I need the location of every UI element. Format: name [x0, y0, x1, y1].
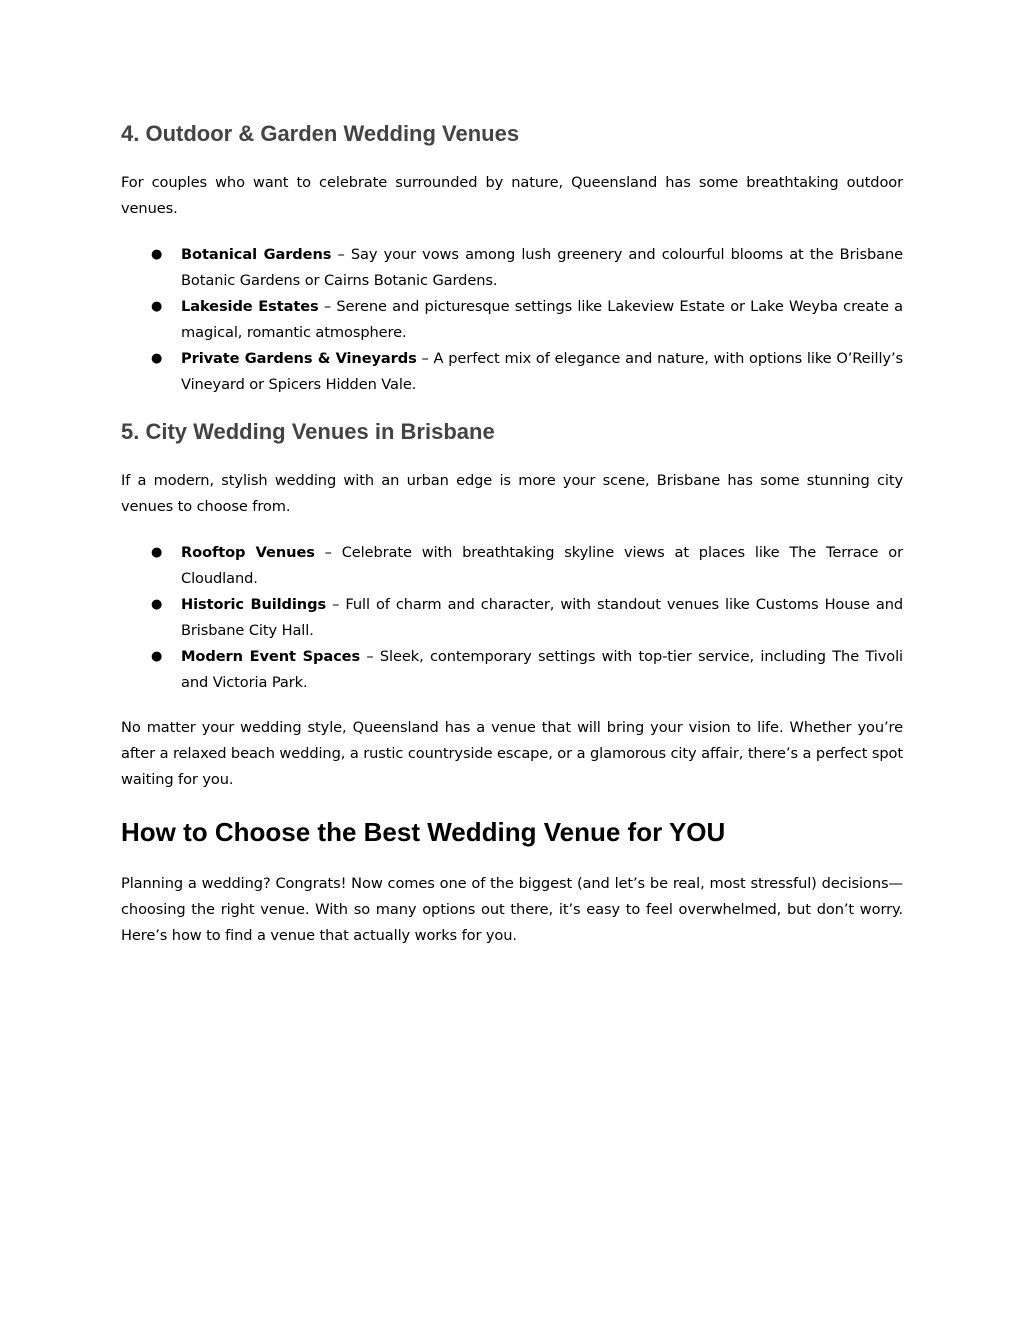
list-item — [121, 242, 903, 294]
bullet-icon: ● — [151, 351, 163, 366]
section-heading-outdoor: 4. Outdoor & Garden Wedding Venues — [121, 121, 520, 146]
main-heading-choose-venue: How to Choose the Best Wedding Venue for YOU — [121, 817, 726, 847]
choose-venue-paragraph: Planning a wedding? Congrats! Now comes one of the biggest (and let’s be real, most stressful) decisions—choosing the right venue. With so many options out there, it’s easy to feel overwhelmed, but don’t worry. Here’s how to find a venue that actually works for you. — [121, 875, 903, 944]
list-item-term: Modern Event Spaces — [181, 648, 361, 665]
list-item — [121, 592, 903, 644]
list-item-desc: – Sleek, contemporary settings with top-tier service, including The Tivoli and Victoria Park. — [181, 648, 903, 691]
list-item — [121, 644, 903, 696]
section-heading-city: 5. City Wedding Venues in Brisbane — [121, 419, 495, 444]
list-item — [121, 294, 903, 346]
bullet-icon: ● — [151, 247, 163, 262]
closing-paragraph: No matter your wedding style, Queensland has a venue that will bring your vision to life. Whether you’re after a relaxed beach wedding, a rustic countryside escape, or a glamorous city affair, there’s a perfect spot waiting for you. — [121, 719, 903, 788]
list-item-desc: – Celebrate with breathtaking skyline views at places like The Terrace or Cloudland. — [181, 544, 903, 587]
bullet-icon: ● — [151, 299, 163, 314]
list-item — [121, 346, 903, 398]
list-item-term: Lakeside Estates — [181, 298, 319, 315]
bullet-icon: ● — [151, 597, 163, 612]
list-item-term: Historic Buildings — [181, 596, 327, 613]
list-item-desc: – A perfect mix of elegance and nature, with options like O’Reilly’s Vineyard or Spicers Hidden Vale. — [181, 350, 903, 393]
bullet-icon: ● — [151, 545, 163, 560]
outdoor-venue-list — [121, 242, 903, 398]
city-venue-list — [121, 540, 903, 696]
list-item-term: Private Gardens & Vineyards — [181, 350, 417, 367]
list-item-term: Rooftop Venues — [181, 544, 315, 561]
list-item-term: Botanical Gardens — [181, 246, 332, 263]
bullet-icon: ● — [151, 649, 163, 664]
list-item — [121, 540, 903, 592]
section-intro-city: If a modern, stylish wedding with an urban edge is more your scene, Brisbane has some stunning city venues to choose from. — [121, 472, 903, 515]
list-item-desc: – Full of charm and character, with standout venues like Customs House and Brisbane City Hall. — [181, 596, 904, 639]
list-item-desc: – Say your vows among lush greenery and colourful blooms at the Brisbane Botanic Gardens or Cairns Botanic Gardens. — [181, 246, 903, 289]
list-item-desc: – Serene and picturesque settings like Lakeview Estate or Lake Weyba create a magical, romantic atmosphere. — [181, 298, 903, 341]
section-intro-outdoor: For couples who want to celebrate surrounded by nature, Queensland has some breathtaking outdoor venues. — [121, 174, 903, 217]
